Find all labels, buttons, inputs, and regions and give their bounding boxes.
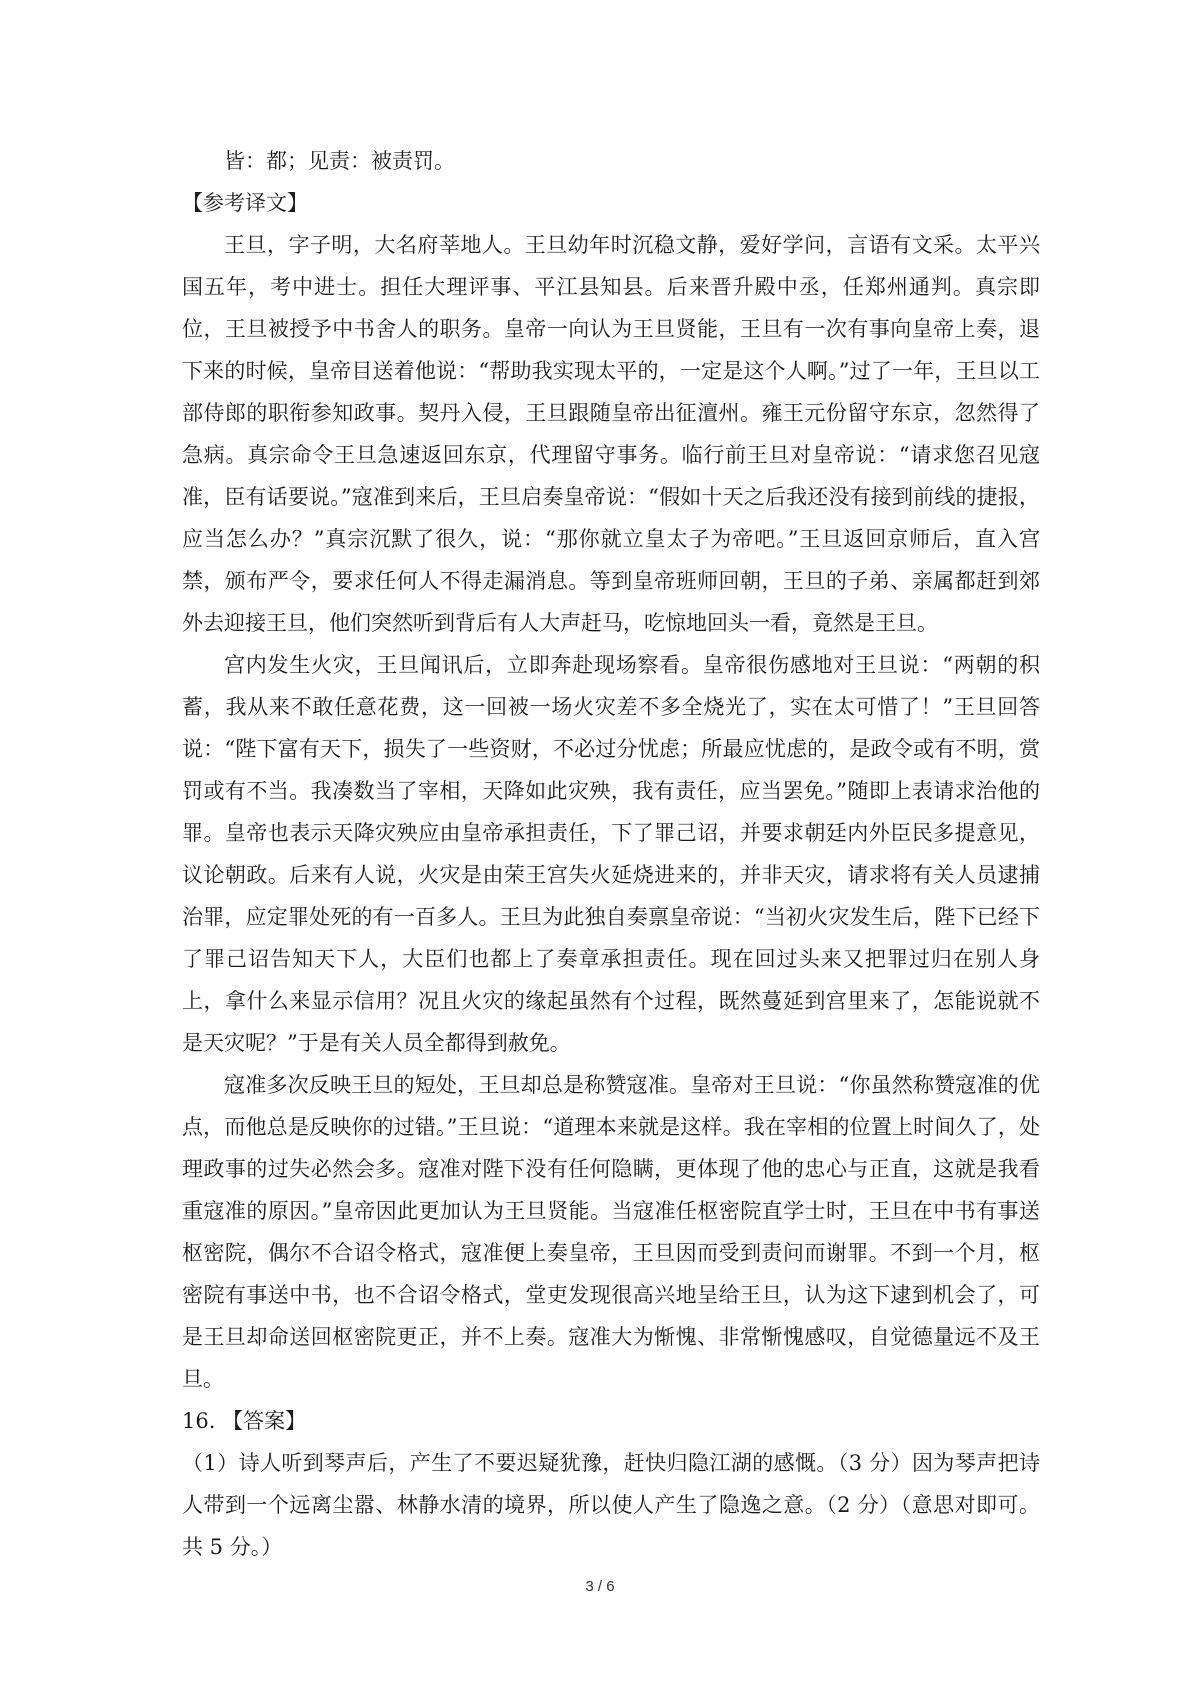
answer-text: （1）诗人听到琴声后，产生了不要迟疑犹豫，赶快归隐江湖的感慨。（3 分）因为琴声把诗人带到一个远离尘嚣、林静水清的境界，所以使人产生了隐逸之意。（2 分）（意思对即可。共 5 分。） (182, 1451, 1040, 1559)
page-number: 3 / 6 (585, 1578, 615, 1595)
translation-paragraph-2: 宫内发生火灾，王旦闻讯后，立即奔赴现场察看。皇帝很伤感地对王旦说：“两朝的积蓄，我从来不敢任意花费，这一回被一场火灾差不多全烧光了，实在太可惜了！”王旦回答说：“陛下富有天下，损失了一些资财，不必过分忧虑；所最应忧虑的，是政令或有不明，赏罚或有不当。我凑数当了宰相，天降如此灾殃，我有责任，应当罢免。”随即上表请求治他的罪。皇帝也表示天降灾殃应由皇帝承担责任，下了罪己诏，并要求朝廷内外臣民多提意见，议论朝政。后来有人说，火灾是由荣王宫失火延烧进来的，并非天灾，请求将有关人员逮捕治罪，应定罪处死的有一百多人。王旦为此独自奏禀皇帝说：“当初火灾发生后，陛下已经下了罪己诏告知天下人，大臣们也都上了奏章承担责任。现在回过头来又把罪过归在别人身上，拿什么来显示信用？况且火灾的缘起虽然有个过程，既然蔓延到宫里来了，怎能说就不是天灾呢？”于是有关人员全都得到赦免。 (182, 653, 1040, 1055)
page-content (182, 140, 1040, 1568)
translation-paragraph-1: 王旦，字子明，大名府莘地人。王旦幼年时沉稳文静，爱好学问，言语有文采。太平兴国五年，考中进士。担任大理评事、平江县知县。后来晋升殿中丞，任郑州通判。真宗即位，王旦被授予中书舍人的职务。皇帝一向认为王旦贤能，王旦有一次有事向皇帝上奏，退下来的时候，皇帝目送着他说：“帮助我实现太平的，一定是这个人啊。”过了一年，王旦以工部侍郎的职衔参知政事。契丹入侵，王旦跟随皇帝出征澶州。雍王元份留守东京，忽然得了急病。真宗命令王旦急速返回东京，代理留守事务。临行前王旦对皇帝说：“请求您召见寇准，臣有话要说。”寇准到来后，王旦启奏皇帝说：“假如十天之后我还没有接到前线的捷报，应当怎么办？”真宗沉默了很久，说：“那你就立皇太子为帝吧。”王旦返回京师后，直入宫禁，颁布严令，要求任何人不得走漏消息。等到皇帝班师回朝，王旦的子弟、亲属都赶到郊外去迎接王旦，他们突然听到背后有人大声赶马，吃惊地回头一看，竟然是王旦。 (182, 233, 1040, 635)
gloss-line: 皆：都；见责：被责罚。 (224, 149, 455, 173)
translation-paragraph-3: 寇准多次反映王旦的短处，王旦却总是称赞寇准。皇帝对王旦说：“你虽然称赞寇准的优点，而他总是反映你的过错。”王旦说：“道理本来就是这样。我在宰相的位置上时间久了，处理政事的过失必然会多。寇准对陛下没有任何隐瞒，更体现了他的忠心与正直，这就是我看重寇准的原因。”皇帝因此更加认为王旦贤能。当寇准任枢密院直学士时，王旦在中书有事送枢密院，偶尔不合诏令格式，寇准便上奏皇帝，王旦因而受到责问而谢罪。不到一个月，枢密院有事送中书，也不合诏令格式，堂吏发现很高兴地呈给王旦，认为这下逮到机会了，可是王旦却命送回枢密院更正，并不上奏。寇准大为惭愧、非常惭愧感叹，自觉德量远不及王旦。 (182, 1073, 1040, 1391)
translation-heading: 【参考译文】 (182, 191, 308, 215)
answer-heading: 16. 【答案】 (182, 1409, 307, 1433)
